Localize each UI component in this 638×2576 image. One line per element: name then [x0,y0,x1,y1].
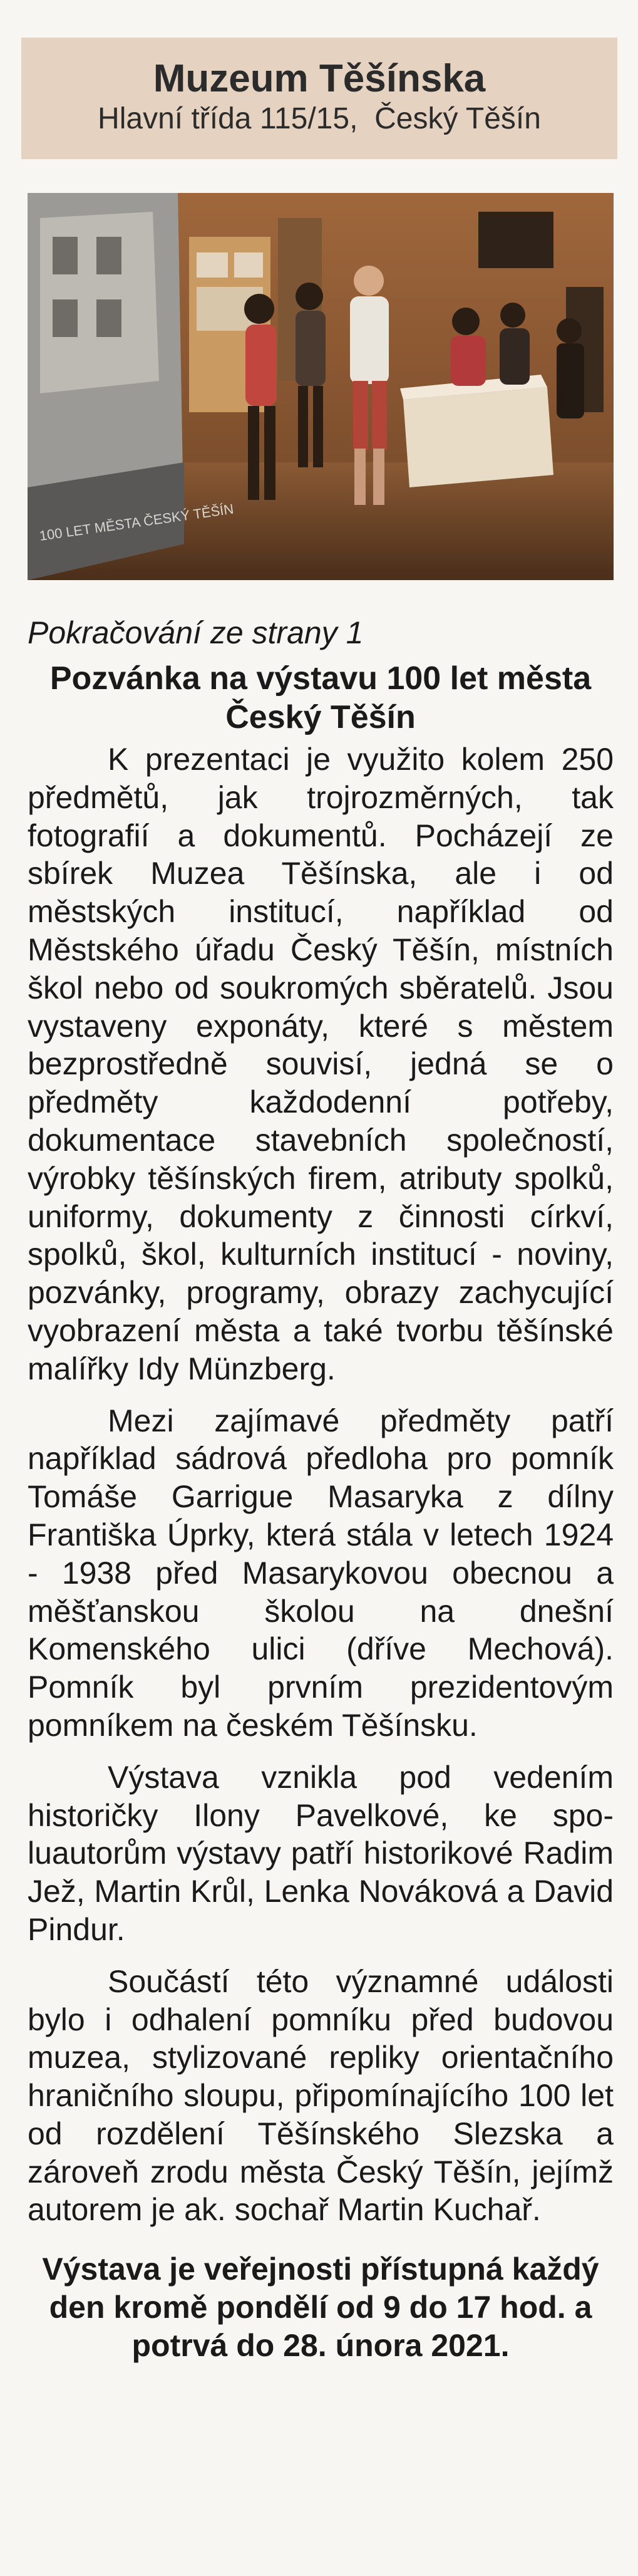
photo-banner-text: 100 LET MĚSTA ČESKÝ TĚŠÍN [38,501,235,544]
article-paragraph-2: Mezi zajímavé předměty patří například sádrová předloha pro pomník Tomáše Garrigue Masaryka z dílny Františka Úprky, která stála v letech 1924 - 1938 před Masarykovou obecnou a měšťanskou školou na dnešní Komenského ulici (dříve Mechová). Pomník byl prvním prezidentovým pomníkem na českém Těšínsku. [28,1403,614,1743]
exhibition-photo-drawing [28,193,614,580]
museum-header [21,38,617,159]
article [28,613,614,2365]
article-paragraph-1: K prezentaci je využito kolem 250 předmětů, jak trojrozměrných, tak fotografií a dokumentů. Pocházejí ze sbírek Muzea Těšínska, ale i od městských institucí, například od Městského úřadu Český Těšín, místních škol nebo od soukromých sběratelů. Jsou vystaveny exponáty, které s městem bezprostředně souvisí, jedná se o předměty každodenní potřeby, dokumentace stavebních společností, výrobky těšínských firem, atributy spolků, uniformy, dokumenty z činnosti církví, spolků, škol, kulturních institucí - noviny, pozvánky, programy, obrazy zachycující vyobrazení města a také tvorbu těšínské malířky Idy Münzberg. [28,742,614,1386]
exhibition-photo [28,193,614,580]
article-paragraph-4: Součástí této významné události bylo i odhalení pomníku před budovou muzea, stylizované repliky orientačního hraničního sloupu, připomínajícího 100 let od rozdělení Těšínského Slezska a zároveň zrodu města Český Těšín, jejímž autorem je ak. sochař Martin Kuchař. [28,1963,614,2228]
continued-note: Pokračování ze strany 1 [28,615,364,650]
opening-hours-note: Výstava je veřejnosti přístupná každý den kromě pondělí od 9 do 17 hod. a potrvá do 28. února 2021. [42,2251,599,2364]
article-paragraph-3: Výstava vznikla pod vedením historičky Ilony Pavelkové, ke spoluautorům výstavy patří historikové Radim Jež, Martin Krůl, Lenka Nováková a David Pindur. [28,1759,614,1947]
museum-address: Hlavní třída 115/15, Český Těšín [98,102,541,135]
article-headline: Pozvánka na výstavu 100 let města Český Těšín [49,660,592,735]
museum-name: Muzeum Těšínska [153,57,486,100]
